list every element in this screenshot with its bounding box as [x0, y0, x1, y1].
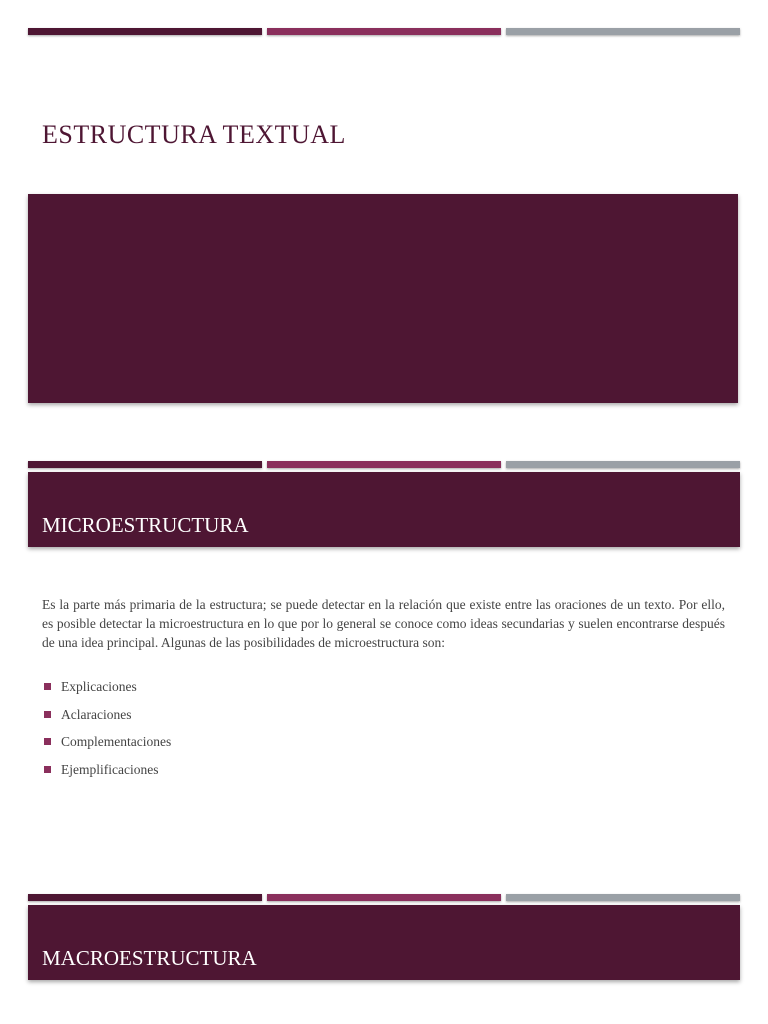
- list-item: Explicaciones: [44, 679, 171, 707]
- slide2-title-band: [28, 472, 740, 547]
- accent-bar-magenta: [267, 894, 501, 901]
- accent-bar-gray: [506, 894, 740, 901]
- slide3-accent-bars: [28, 894, 740, 901]
- square-bullet-icon: [44, 766, 51, 773]
- accent-bar-maroon: [28, 28, 262, 35]
- list-item: Aclaraciones: [44, 707, 171, 735]
- accent-bar-magenta: [267, 461, 501, 468]
- list-item: Ejemplificaciones: [44, 762, 171, 790]
- accent-bar-maroon: [28, 461, 262, 468]
- list-item: Complementaciones: [44, 734, 171, 762]
- square-bullet-icon: [44, 683, 51, 690]
- accent-bar-magenta: [267, 28, 501, 35]
- slide2-bullet-list: [44, 679, 171, 789]
- slide3-title-band: [28, 905, 740, 980]
- slide2-title: MICROESTRUCTURA: [42, 513, 249, 537]
- accent-bar-maroon: [28, 894, 262, 901]
- square-bullet-icon: [44, 738, 51, 745]
- square-bullet-icon: [44, 711, 51, 718]
- slide3-title: MACROESTRUCTURA: [42, 946, 257, 970]
- slide2-body-text: Es la parte más primaria de la estructura; se puede detectar en la relación que existe entre las oraciones de un texto. Por ello, es posible detectar la microestructura en lo que por lo general se conoce como ideas secundarias y suelen encontrarse después de una idea principal. Algunas de las posibilidades de microestructura son:: [42, 597, 725, 650]
- accent-bar-gray: [506, 461, 740, 468]
- accent-bar-gray: [506, 28, 740, 35]
- slide2-accent-bars: [28, 461, 740, 468]
- slide1-accent-bars: [28, 28, 740, 35]
- slide1-title: ESTRUCTURA TEXTUAL: [42, 120, 346, 149]
- slide1-content-block: [28, 194, 738, 403]
